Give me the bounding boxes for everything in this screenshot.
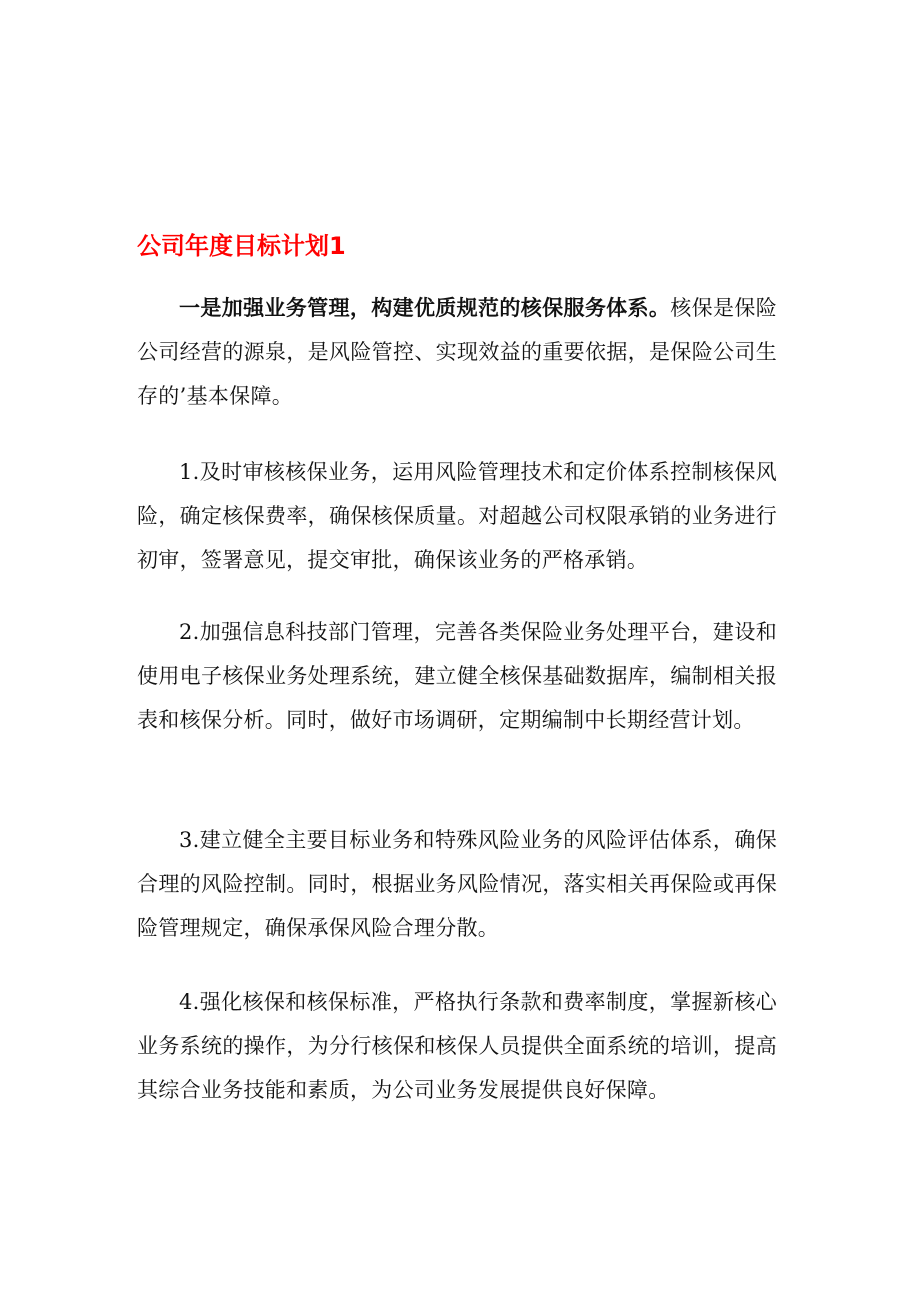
paragraph-item-4: 4.强化核保和核保标准，严格执行条款和费率制度，掌握新核心业务系统的操作，为分行核保和核保人员提供全面系统的培训，提高其综合业务技能和素质，为公司业务发展提供良好保障。 [137,990,777,1102]
paragraph-body: 核保是保险公司经营的源泉，是风险管控、实现效益的重要依据，是保险公司生存的’基本保障。 [137,296,778,408]
paragraph-intro [137,286,777,418]
paragraph-item-2: 2.加强信息科技部门管理，完善各类保险业务处理平台，建设和使用电子核保业务处理系统，建立健全核保基础数据库，编制相关报表和核保分析。同时，做好市场调研，定期编制中长期经营计划。 [137,620,777,732]
paragraph-item-1: 1.及时审核核保业务，运用风险管理技术和定价体系控制核保风险，确定核保费率，确保核保质量。对超越公司权限承销的业务进行初审，签署意见，提交审批，确保该业务的严格承销。 [137,460,777,572]
paragraph-lead-bold: 一是加强业务管理，构建优质规范的核保服务体系。 [179,296,671,320]
document-title: 公司年度目标计划1 [137,232,346,260]
paragraph-item-3: 3.建立健全主要目标业务和特殊风险业务的风险评估体系，确保合理的风险控制。同时，根据业务风险情况，落实相关再保险或再保险管理规定，确保承保风险合理分散。 [137,828,777,940]
